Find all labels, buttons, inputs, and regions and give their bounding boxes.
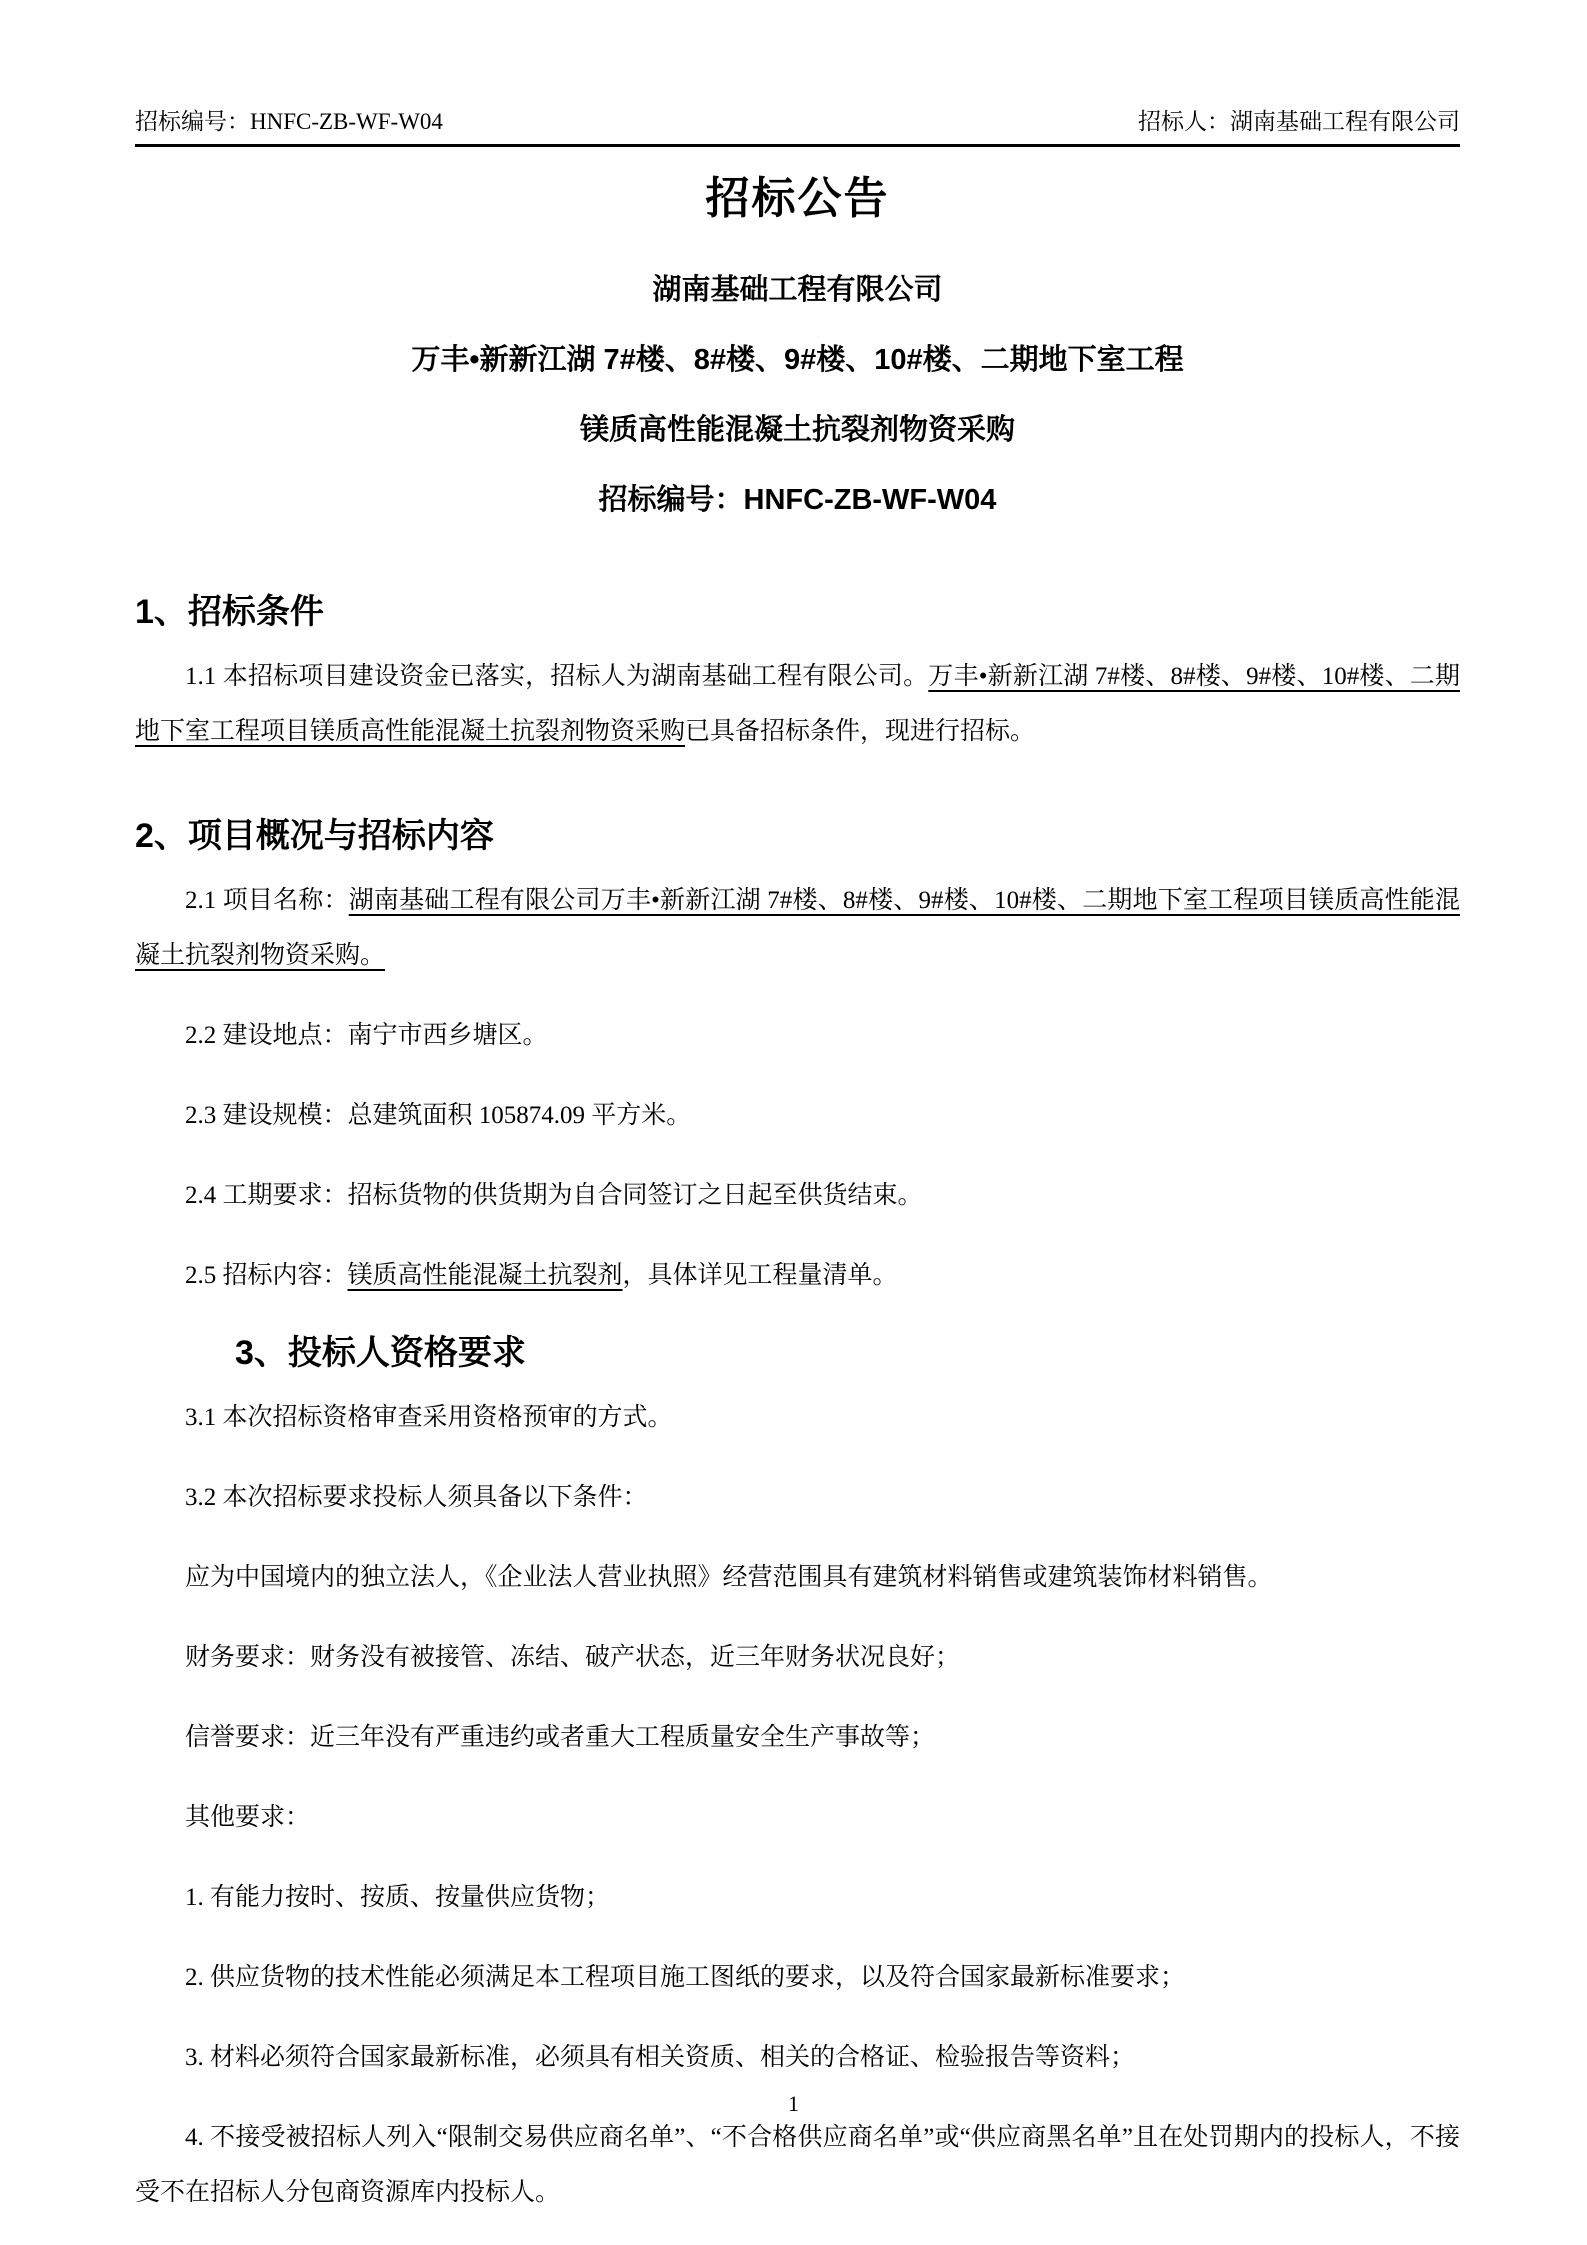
section-2-heading: 2、项目概况与招标内容 (135, 817, 494, 855)
subtitle-tender-number: 招标编号：HNFC-ZB-WF-W04 (598, 484, 997, 516)
subtitle-procurement: 镁质高性能混凝土抗裂剂物资采购 (579, 414, 1015, 446)
para-3-legal-entity: 应为中国境内的独立法人，《企业法人营业执照》经营范围具有建筑材料销售或建筑装饰材料销售。 (185, 1564, 1273, 1591)
para-3-reputation: 信誉要求：近三年没有严重违约或者重大工程质量安全生产事故等； (185, 1724, 936, 1751)
para-3-req-3: 3. 材料必须符合国家最新标准，必须具有相关资质、相关的合格证、检验报告等资料； (185, 2044, 1136, 2071)
document-header (135, 108, 1460, 147)
para-3-req-4: 4. 不接受被招标人列入“限制交易供应商名单”、“不合格供应商名单”或“供应商黑名单”且在处罚期内的投标人，不接受不在招标人分包商资源库内投标人。 (135, 2124, 1460, 2206)
para-1-1-text: 1.1 本招标项目建设资金已落实，招标人为湖南基础工程有限公司。 (185, 663, 929, 690)
document-content (135, 0, 1460, 2245)
para-2-5-underlined: 镁质高性能混凝土抗裂剂 (347, 1262, 623, 1289)
subtitle-project: 万丰•新新江湖 7#楼、8#楼、9#楼、10#楼、二期地下室工程 (411, 344, 1184, 376)
para-2-1 (135, 873, 1460, 983)
para-2-5 (135, 1248, 1460, 1303)
page-number: 1 (788, 2091, 799, 2116)
para-2-1-label: 2.1 项目名称： (185, 887, 349, 914)
para-3-2: 3.2 本次招标要求投标人须具备以下条件： (185, 1484, 648, 1511)
section-3-heading: 3、投标人资格要求 (235, 1334, 526, 1372)
document-title: 招标公告 (705, 174, 890, 223)
para-2-3: 2.3 建设规模：总建筑面积 105874.09 平方米。 (185, 1102, 692, 1129)
para-1-1 (135, 649, 1460, 759)
para-3-finance: 财务要求：财务没有被接管、冻结、破产状态，近三年财务状况良好； (185, 1644, 961, 1671)
para-2-2: 2.2 建设地点：南宁市西乡塘区。 (185, 1022, 548, 1049)
para-2-5-tail: ，具体详见工程量清单。 (622, 1262, 898, 1289)
para-3-other-label: 其他要求： (185, 1804, 311, 1831)
para-2-1-underlined: 湖南基础工程有限公司万丰•新新江湖 7#楼、8#楼、9#楼、10#楼、二期地下室工程项目镁质高性能混凝土抗裂剂物资采购。 (135, 887, 1460, 969)
header-tender-number: 招标编号：HNFC-ZB-WF-W04 (135, 109, 443, 134)
para-3-req-1: 1. 有能力按时、按质、按量供应货物； (185, 1884, 611, 1911)
para-3-1: 3.1 本次招标资格审查采用资格预审的方式。 (185, 1404, 673, 1431)
para-1-1-underlined: 万丰•新新江湖 7#楼、8#楼、9#楼、10#楼、二期地下室工程项目镁质高性能混凝土抗裂剂物资采购 (135, 663, 1460, 745)
para-2-5-label: 2.5 招标内容： (185, 1262, 348, 1289)
para-2-4: 2.4 工期要求：招标货物的供货期为自合同签订之日起至供货结束。 (185, 1182, 923, 1209)
subtitle-block (135, 255, 1460, 535)
section-1-heading: 1、招标条件 (135, 593, 324, 631)
para-3-req-2: 2. 供应货物的技术性能必须满足本工程项目施工图纸的要求，以及符合国家最新标准要求； (185, 1964, 1186, 1991)
para-1-1-tail: 已具备招标条件，现进行招标。 (685, 718, 1036, 745)
subtitle-company: 湖南基础工程有限公司 (652, 274, 943, 306)
header-tenderee: 招标人：湖南基础工程有限公司 (1138, 109, 1460, 134)
